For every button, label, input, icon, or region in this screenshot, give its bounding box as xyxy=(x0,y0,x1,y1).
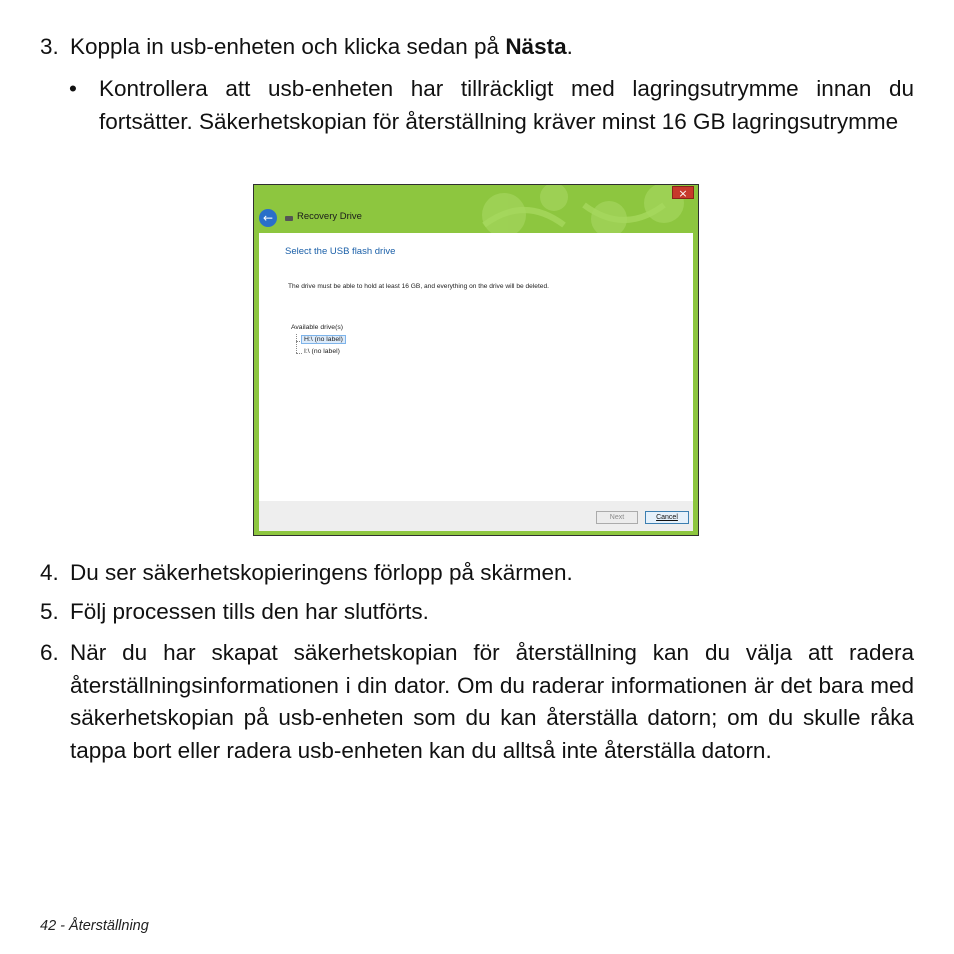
close-button[interactable]: × xyxy=(672,186,694,199)
recovery-drive-window xyxy=(253,184,699,536)
step-6-number: 6. xyxy=(40,640,59,665)
step-4-number: 4. xyxy=(40,560,59,585)
step-6-text: När du har skapat säkerhetskopian för återställning kan du välja att radera återställningsinformationen i din dator. Om du raderar informationen är det bara med säkerhetskopian på usb-enheten som du kan återställa datorn; om du skulle råka tappa bort eller radera usb-enheten kan du alltså inte återställa datorn. xyxy=(70,640,914,763)
step-3 xyxy=(0,31,954,171)
drive-item-h[interactable]: H:\ (no label) xyxy=(301,335,346,344)
window-background-decoration xyxy=(254,185,698,233)
back-arrow-icon[interactable]: ← xyxy=(259,209,277,227)
tree-line xyxy=(296,334,297,353)
cancel-button[interactable] xyxy=(645,511,689,524)
wizard-description: The drive must be able to hold at least 16 GB, and everything on the drive will be deleted. xyxy=(288,283,549,290)
wizard-footer xyxy=(259,501,693,531)
bullet-icon: • xyxy=(69,76,77,101)
step-6 xyxy=(0,637,954,807)
step-4 xyxy=(0,557,954,591)
drive-icon xyxy=(285,216,293,221)
step-5 xyxy=(0,596,954,630)
bullet-text: Kontrollera att usb-enheten har tillräckligt med lagringsutrymme innan du fortsätter. Säkerhetskopian för återställning kräver minst 16 GB lagringsutrymme xyxy=(99,76,914,134)
wizard-content xyxy=(259,233,693,501)
next-keyword: Nästa xyxy=(505,34,567,59)
available-drives-label: Available drive(s) xyxy=(291,324,344,331)
next-button[interactable]: Next xyxy=(596,511,638,524)
step-3-number: 3. xyxy=(40,34,59,59)
step-4-text: Du ser säkerhetskopieringens förlopp på skärmen. xyxy=(70,560,573,585)
step-5-number: 5. xyxy=(40,599,59,624)
step-5-text: Följ processen tills den har slutförts. xyxy=(70,599,429,624)
page-footer: 42 - Återställning xyxy=(40,918,149,934)
cancel-label: Cancel xyxy=(656,514,678,521)
window-title: Recovery Drive xyxy=(297,211,362,222)
step-3-text: Koppla in usb-enheten och klicka sedan på Nästa. xyxy=(70,34,573,59)
wizard-heading: Select the USB flash drive xyxy=(285,246,396,257)
drive-item-i[interactable]: I:\ (no label) xyxy=(304,348,340,355)
